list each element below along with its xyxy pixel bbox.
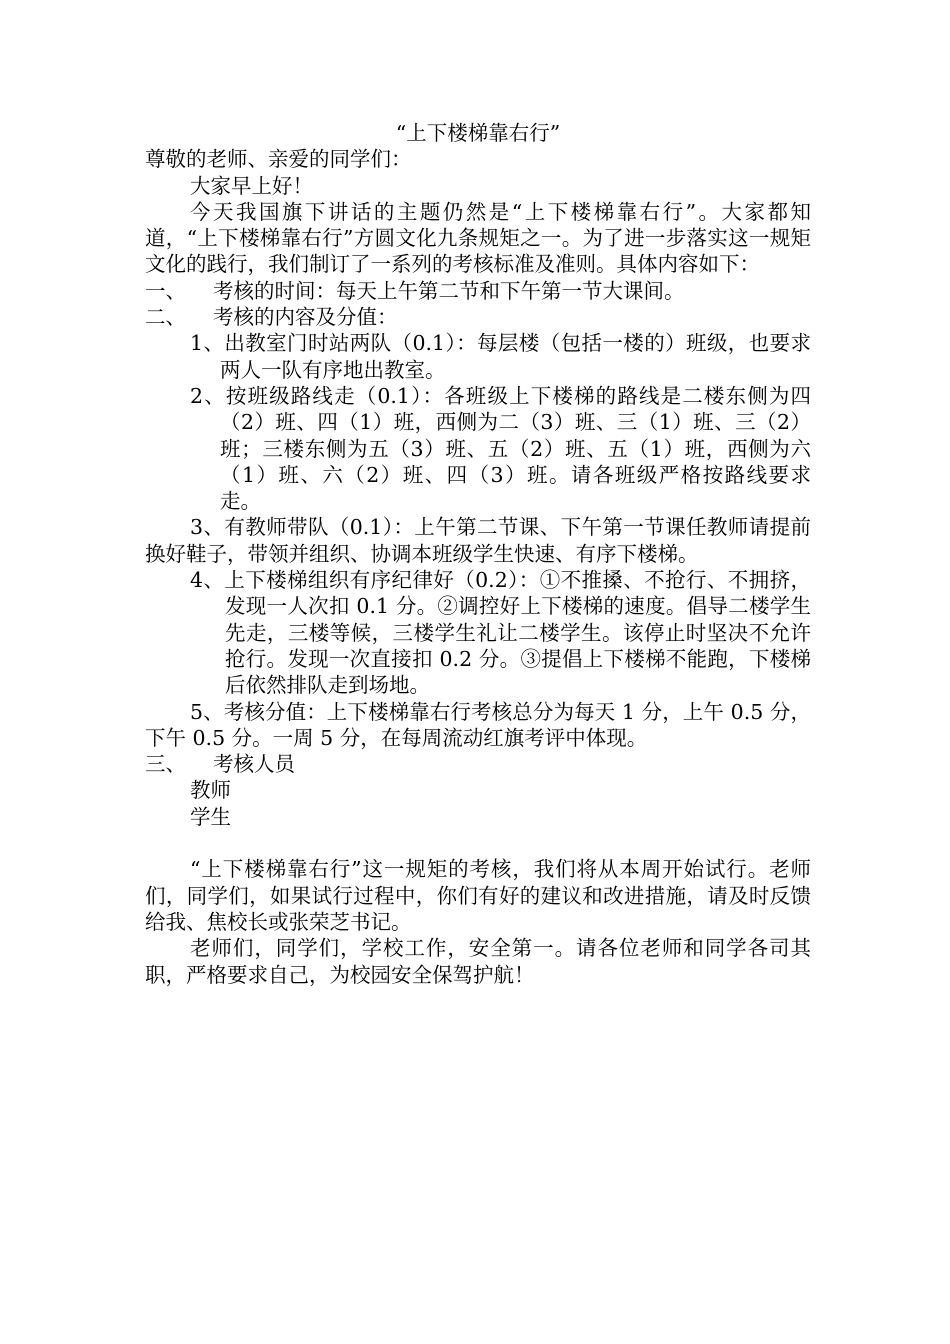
blank-line bbox=[145, 830, 811, 856]
closing-paragraph-2: 老师们，同学们，学校工作，安全第一。请各位老师和同学各司其职，严格要求自己，为校园安全保驾护航！ bbox=[145, 936, 811, 987]
section-number: 二、 bbox=[145, 305, 186, 330]
criteria-item-4: 4、上下楼梯组织有序纪律好（0.2）：①不推搡、不抢行、不拥挤，发现一人次扣 0.1 分。②调控好上下楼梯的速度。倡导二楼学生先走，三楼等候，三楼学生礼让二楼学生。该停止时坚决不允许抢行。发现一次直接扣 0.2 分。③提倡上下楼梯不能跑，下楼梯后依然排队走到场地。 bbox=[190, 568, 811, 698]
section-text: 考核人员 bbox=[213, 752, 295, 777]
section-2 bbox=[145, 304, 811, 330]
document-title: “上下楼梯靠右行” bbox=[395, 121, 561, 145]
section-number: 一、 bbox=[145, 278, 186, 303]
criteria-item-3: 3、有教师带队（0.1）：上午第二节课、下午第一节课任教师请提前换好鞋子，带领并组织、协调本班级学生快速、有序下楼梯。 bbox=[145, 515, 811, 566]
staff-teacher: 教师 bbox=[190, 778, 231, 803]
section-text: 考核的内容及分值： bbox=[213, 305, 398, 330]
criteria-item-1: 1、出教室门时站两队（0.1）：每层楼（包括一楼的）班级，也要求两人一队有序地出教室。 bbox=[190, 331, 811, 382]
section-3 bbox=[145, 751, 811, 777]
intro-paragraph: 今天我国旗下讲话的主题仍然是“上下楼梯靠右行”。大家都知道，“上下楼梯靠右行”方圆文化九条规矩之一。为了进一步落实这一规矩文化的践行，我们制订了一系列的考核标准及准则。具体内容如下： bbox=[145, 199, 811, 277]
salutation: 尊敬的老师、亲爱的同学们： bbox=[145, 147, 412, 172]
section-number: 三、 bbox=[145, 752, 186, 777]
closing-paragraph-1: “上下楼梯靠右行”这一规矩的考核，我们将从本周开始试行。老师们，同学们，如果试行过程中，你们有好的建议和改进措施，请及时反馈给我、焦校长或张荣芝书记。 bbox=[145, 857, 811, 934]
criteria-item-2: 2、按班级路线走（0.1）：各班级上下楼梯的路线是二楼东侧为四（2）班、四（1）班，西侧为二（3）班、三（1）班、三（2）班；三楼东侧为五（3）班、五（2）班、五（1）班，西侧为六（1）班、六（2）班、四（3）班。请各班级严格按路线要求走。 bbox=[190, 383, 811, 514]
staff-student: 学生 bbox=[190, 804, 231, 829]
document-body bbox=[145, 120, 811, 988]
criteria-item-5: 5、考核分值：上下楼梯靠右行考核总分为每天 1 分，上午 0.5 分，下午 0.5 分。一周 5 分，在每周流动红旗考评中体现。 bbox=[145, 699, 811, 750]
section-1 bbox=[145, 278, 811, 304]
greeting: 大家早上好！ bbox=[190, 173, 313, 198]
section-text: 考核的时间：每天上午第二节和下午第一节大课间。 bbox=[213, 278, 685, 303]
